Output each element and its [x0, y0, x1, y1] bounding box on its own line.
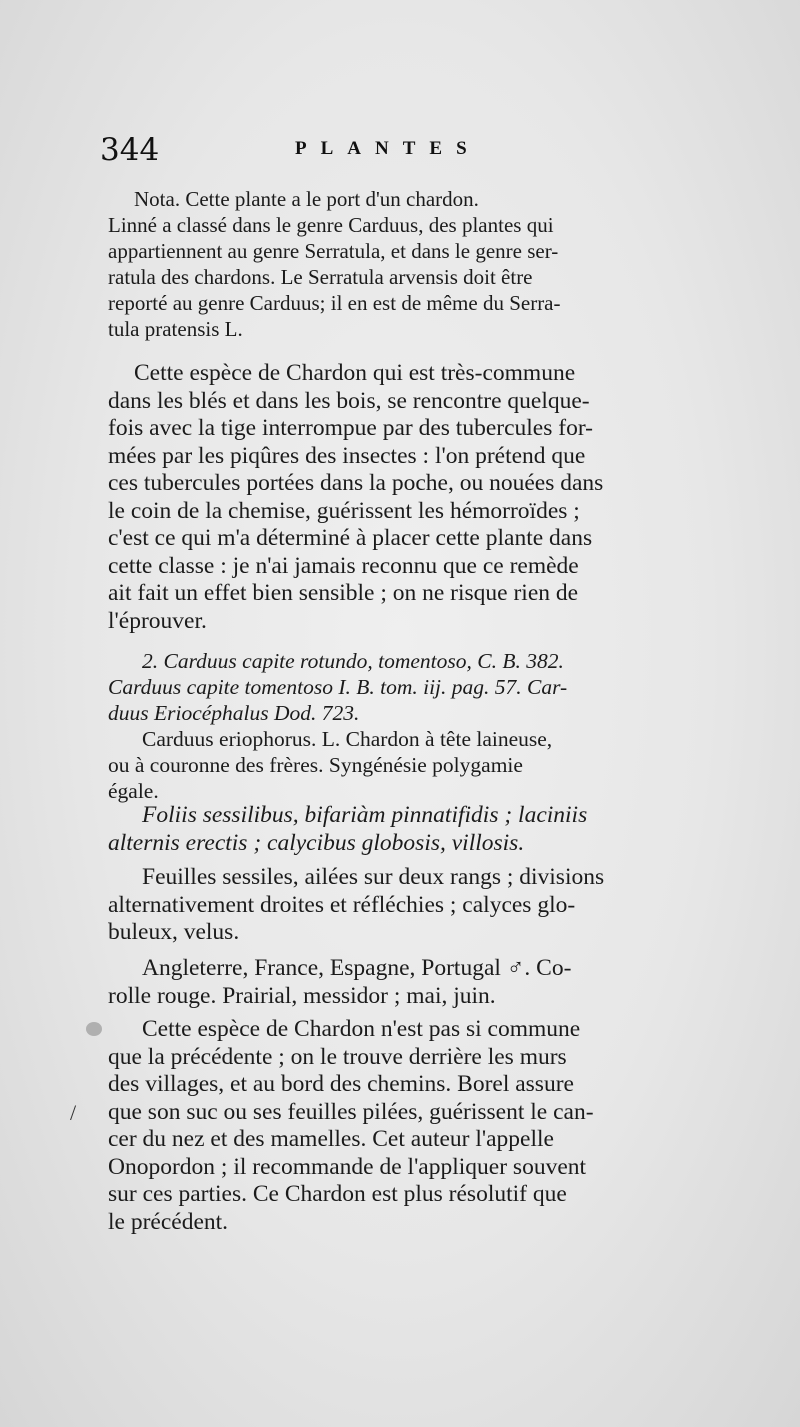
- latin-line: alternis erectis ; calycibus globosis, villosis.: [108, 829, 525, 856]
- page-number: 344: [100, 132, 160, 168]
- habitat-paragraph: [108, 955, 736, 1010]
- latin-diagnosis: [108, 802, 736, 857]
- text-line: ces tubercules portées dans la poche, ou nouées dans: [108, 470, 604, 496]
- text-line: l'éprouver.: [108, 607, 207, 634]
- text-line: mées par les piqûres des insectes : l'on prétend que: [108, 442, 586, 469]
- ink-smudge: [86, 1022, 102, 1036]
- french-description: [108, 864, 736, 947]
- text-line: ratula des chardons. Le Serratula arvensis doit être: [108, 265, 533, 289]
- species-title-line: 2. Carduus capite rotundo, tomentoso, C. B. 382.: [142, 649, 564, 673]
- text-line: ait fait un effet bien sensible ; on ne risque rien de: [108, 580, 579, 606]
- text-line: fois avec la tige interrompue par des tubercules for-: [108, 415, 593, 441]
- text-line: appartiennent au genre Serratula, et dans le genre ser-: [108, 239, 559, 263]
- text-line: c'est ce qui m'a déterminé à placer cette plante dans: [108, 525, 593, 551]
- margin-mark: /: [70, 1100, 77, 1125]
- text-line: cette classe : je n'ai jamais reconnu que ce remède: [108, 552, 579, 579]
- paragraph-2: [108, 1016, 736, 1236]
- text-line: que la précédente ; on le trouve derrière les murs: [108, 1043, 567, 1070]
- text-line: que son suc ou ses feuilles pilées, guérissent le can-: [108, 1098, 594, 1125]
- text-line: Nota. Cette plante a le port d'un chardon.: [134, 187, 479, 211]
- text-line: alternativement droites et réfléchies ; calyces glo-: [108, 891, 576, 918]
- text-line: le coin de la chemise, guérissent les hémorroïdes ;: [108, 497, 580, 524]
- page-header: [100, 132, 740, 180]
- text-line: sur ces parties. Ce Chardon est plus résolutif que: [108, 1181, 567, 1207]
- text-line: Cette espèce de Chardon qui est très-commune: [134, 360, 576, 386]
- text-line: tula pratensis L.: [108, 317, 243, 341]
- text-line: Cette espèce de Chardon n'est pas si commune: [142, 1016, 581, 1042]
- text-line: Onopordon ; il recommande de l'appliquer souvent: [108, 1153, 587, 1180]
- text-line: reporté au genre Carduus; il en est de même du Serra-: [108, 291, 561, 315]
- latin-line: Foliis sessilibus, bifariàm pinnatifidis ; laciniis: [142, 802, 588, 828]
- running-head: PLANTES: [295, 138, 481, 159]
- synonym-line: Carduus capite tomentoso I. B. tom. iij. pag. 57. Car-: [108, 675, 568, 699]
- text-line: Feuilles sessiles, ailées sur deux rangs ; divisions: [142, 864, 605, 890]
- synonym-line: duus Eriocéphalus Dod. 723.: [108, 701, 360, 725]
- linnaean-name-line: Carduus eriophorus. L. Chardon à tête laineuse,: [142, 727, 553, 751]
- text-line: cer du nez et des mamelles. Cet auteur l'appelle: [108, 1126, 554, 1152]
- text-line: rolle rouge. Prairial, messidor ; mai, juin.: [108, 982, 496, 1009]
- text-line: le précédent.: [108, 1208, 229, 1235]
- nota-paragraph: [108, 186, 736, 342]
- text-line: ou à couronne des frères. Syngénésie polygamie: [108, 753, 523, 777]
- text-line: Angleterre, France, Espagne, Portugal ♂. Co-: [142, 955, 572, 981]
- paragraph-1: [108, 360, 736, 635]
- text-line: des villages, et au bord des chemins. Borel assure: [108, 1071, 574, 1097]
- text-line: égale.: [108, 779, 159, 803]
- text-line: Linné a classé dans le genre Carduus, des plantes qui: [108, 213, 554, 237]
- species-entry: [108, 648, 736, 804]
- text-line: buleux, velus.: [108, 919, 240, 945]
- text-line: dans les blés et dans les bois, se rencontre quelque-: [108, 387, 590, 414]
